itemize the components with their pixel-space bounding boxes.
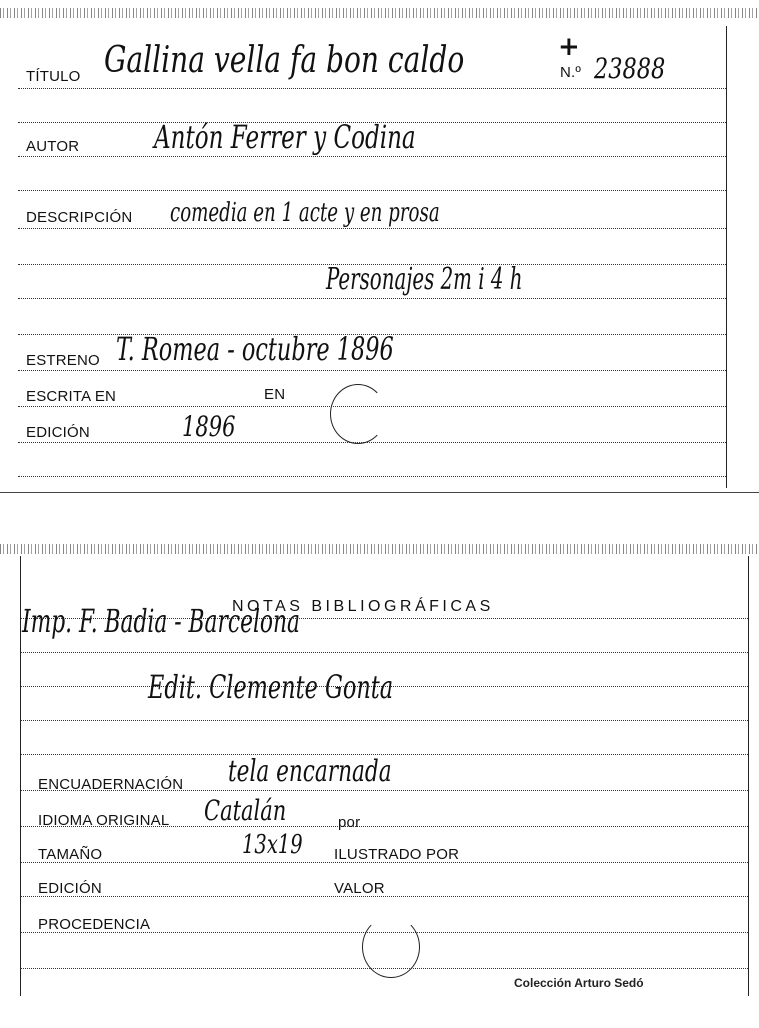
card-top-edge <box>0 8 759 18</box>
rule-titulo <box>18 88 726 89</box>
escrita-en-label: ESCRITA EN <box>26 388 117 405</box>
titulo-value: Gallina vella fa bon caldo <box>104 40 465 81</box>
edicion-label-bottom: EDICIÓN <box>38 880 102 897</box>
rule-edicion <box>18 442 726 443</box>
estreno-label: ESTRENO <box>26 352 100 369</box>
rule-notas-2 <box>20 652 748 653</box>
card-separator <box>0 492 759 493</box>
rule-autor <box>18 156 726 157</box>
rule-blank-2 <box>18 190 726 191</box>
cross-mark: + <box>558 32 580 62</box>
catalog-card-bottom <box>0 540 759 1028</box>
card-top-right-border <box>726 26 727 488</box>
rule-descripcion <box>18 228 726 229</box>
numero-value: 23888 <box>594 52 666 85</box>
edicion-value: 1896 <box>182 410 236 443</box>
card-bottom-left-border <box>20 556 21 996</box>
autor-value: Antón Ferrer y Codina <box>154 118 416 156</box>
rule-blank-5 <box>18 476 726 477</box>
card-bottom-edge <box>0 544 759 554</box>
tamano-label: TAMAÑO <box>38 846 103 863</box>
titulo-label: TÍTULO <box>26 68 81 85</box>
card-bottom-right-border <box>748 556 749 996</box>
idioma-label: IDIOMA ORIGINAL <box>38 812 170 829</box>
personajes-value: Personajes 2m i 4 h <box>326 262 523 297</box>
por-label: por <box>338 814 361 831</box>
encuadernacion-value: tela encarnada <box>228 754 392 789</box>
descripcion-label: DESCRIPCIÓN <box>26 209 133 226</box>
tamano-value: 13x19 <box>242 830 303 860</box>
punch-hole <box>330 384 386 444</box>
catalog-card-top <box>0 0 759 495</box>
en-label: EN <box>264 386 286 403</box>
numero-label: N.º <box>560 64 582 81</box>
ilustrado-label: ILUSTRADO POR <box>334 846 460 863</box>
rule-estreno <box>18 370 726 371</box>
valor-label: VALOR <box>334 880 385 897</box>
descripcion-value: comedia en 1 acte y en prosa <box>170 198 440 228</box>
notas-heading: NOTAS BIBLIOGRÁFICAS <box>232 598 494 615</box>
note-line-2: Edit. Clemente Gonta <box>148 668 394 706</box>
edicion-label: EDICIÓN <box>26 424 90 441</box>
encuadernacion-label: ENCUADERNACIÓN <box>38 776 184 793</box>
procedencia-label: PROCEDENCIA <box>38 916 151 933</box>
punch-hole-bottom <box>362 916 420 978</box>
rule-notas-4 <box>20 720 748 721</box>
collection-footer: Colección Arturo Sedó <box>514 976 644 990</box>
note-line-1: Imp. F. Badia - Barcelona <box>22 602 301 640</box>
autor-label: AUTOR <box>26 138 80 155</box>
rule-personajes <box>18 298 726 299</box>
idioma-value: Catalán <box>204 794 287 827</box>
estreno-value: T. Romea - octubre 1896 <box>116 330 394 368</box>
